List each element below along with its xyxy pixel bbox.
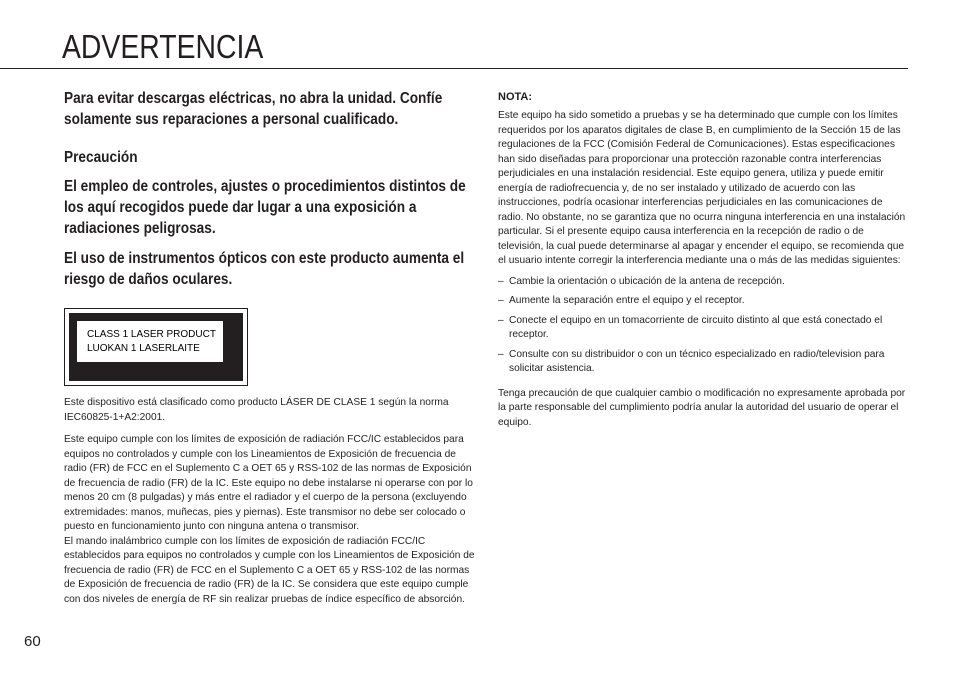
laser-class-text: Este dispositivo está clasificado como producto LÁSER DE CLASE 1 según la norma IEC60825-1+A2:2001. [64,397,449,423]
measure-text: Consulte con su distribuidor o con un técnico especializado en radio/television para solicitar asistencia. [509,348,885,374]
page-title: ADVERTENCIA [62,28,264,65]
list-item [498,275,910,290]
left-column [64,88,476,607]
remote-rf-text: El mando inalámbrico cumple con los límites de exposición de radiación FCC/IC establecidos para equipos no controlados y cumple con los Lineamientos de Exposición de frecuencia de radio (FR) de FCC en el Suplemento C a OET 65 y RSS-102 de las normas de Exposición de frecuencia de radio (FR) de la IC. Se considera que este equipo cumple con dos niveles de energía de RF sin realizar pruebas de índice específico de absorción. [64,535,475,605]
rf-exposure-text: Este equipo cumple con los límites de exposición de radiación FCC/IC establecidos para equipos no controlados y cumple con los Lineamientos de Exposición de frecuencia de radio (FR) de FCC en el Suplemento C a OET 65 y RSS-102 de las normas de Exposición de frecuencia de radio (FR) de la IC. Este equipo no debe instalarse ni operarse con por lo menos 20 cm (8 pulgadas) y más entre el radiador y el cuerpo de la persona (excluyendo extremidades: manos, muñecas, pies y piernas). Este transmisor no debe ser colocado o puesto en funcionamiento junto con ninguna antena o transmisor. [64,434,473,532]
caution-heading: Precaución [64,149,138,166]
right-column [498,90,910,430]
electric-shock-warning: Para evitar descargas eléctricas, no abra la unidad. Confíe solamente sus reparaciones a personal cualificado. [64,90,443,128]
laser-label-text [77,321,223,362]
nota-heading: NOTA: [498,91,533,103]
dash-bullet: – [498,314,504,326]
dash-bullet: – [498,275,504,287]
dash-bullet: – [498,295,504,306]
list-item [498,314,910,343]
laser-label-line-1: CLASS 1 LASER PRODUCT [87,329,216,340]
dash-bullet: – [498,348,504,360]
list-item [498,294,910,309]
list-item [498,348,910,377]
caution-text-optical: El uso de instrumentos ópticos con este producto aumenta el riesgo de daños oculares. [64,250,465,288]
title-rule [0,68,908,69]
caution-text-radiation: El empleo de controles, ajustes o procedimientos distintos de los aquí recogidos puede dar lugar a una exposición a radiaciones peligrosas. [64,178,466,237]
fcc-nota-text: Este equipo ha sido sometido a pruebas y se ha determinado que cumple con los límites requeridos por los aparatos digitales de clase B, en cumplimiento de la Sección 15 de las regulaciones de la FCC (Comisión Federal de Comunicaciones). Estas especificaciones han sido diseñadas para proporcionar una protección razonable contra interferencias perjudiciales en una instalación residencial. Este equipo genera, utiliza y puede emitir energía de radiofrecuencia y, de no ser instalado y utilizado de acuerdo con las instrucciones, podría ocasionar interferencias perjudiciales en las comunicaciones de radio. No obstante, no se garantiza que no ocurra ninguna interferencia en una instalación particular. Si el presente equipo causa interferencia en la recepción de radio o de televisión, la cual puede determinarse al apagar y encender el equipo, se recomienda que el usuario intente corregir la interferencia mediante una o más de las medidas siguientes: [498,110,906,266]
page-number: 60 [24,633,41,650]
modification-warning-text: Tenga precaución de que cualquier cambio o modificación no expresamente aprobada por la parte responsable del cumplimiento podría anular la autoridad del usuario de operar el equipo. [498,387,906,428]
measure-text: Conecte el equipo en un tomacorriente de circuito distinto al que está conectado el receptor. [509,314,883,340]
measure-text: Cambie la orientación o ubicación de la antena de recepción. [509,275,785,287]
laser-class-label [64,308,248,386]
measure-text: Aumente la separación entre el equipo y el receptor. [509,295,745,306]
laser-label-line-2: LUOKAN 1 LASERLAITE [87,343,200,354]
measures-list [498,275,910,377]
